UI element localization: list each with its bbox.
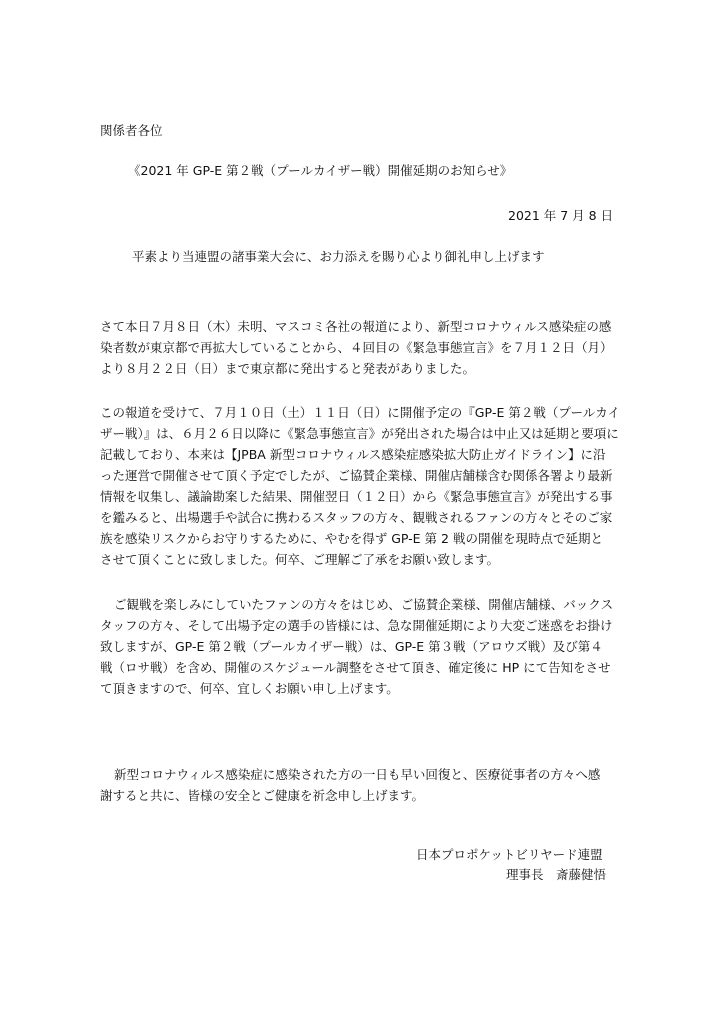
paragraph-line: さて本日７月８日（木）未明、マスコミ各社の報道により、新型コロナウィルス感染症の感	[100, 319, 612, 334]
paragraph-line: 致しますが、GP-E 第２戦（プールカイザー戦）は、GP-E 第３戦（アロウズ戦）及び第４	[100, 639, 603, 654]
paragraph-line: て頂きますので、何卒、宜しくお願い申し上げます。	[100, 681, 399, 696]
signature-organization: 日本プロポケットビリヤード連盟	[416, 847, 603, 862]
letter-title: 《2021 年 GP-E 第２戦（プールカイザー戦）開催延期のお知らせ》	[128, 163, 513, 178]
signature-person: 理事長 斎藤健悟	[506, 867, 607, 882]
paragraph-line: 新型コロナウィルス感染症に感染された方の一日も早い回復と、医療従事者の方々へ感	[114, 767, 601, 782]
paragraph-line: 染者数が東京都で再拡大していることから、４回目の《緊急事態宣言》を７月１２日（月）	[100, 340, 613, 355]
paragraph-line: った運営で開催させて頂く予定でしたが、ご協賛企業様、開催店舗様含む関係各署より最新	[100, 468, 613, 483]
paragraph-line: させて頂くことに致しました。何卒、ご理解ご了承をお願い致します。	[100, 552, 500, 567]
paragraph-line: 情報を収集し、議論勘案した結果、開催翌日（１２日）から《緊急事態宣言》が発出する事	[100, 489, 613, 504]
paragraph-line: を鑑みると、出場選手や試合に携わるスタッフの方々、観戦されるファンの方々とそのご家	[100, 510, 613, 525]
greeting-line: 平素より当連盟の諸事業大会に、お力添えを賜り心より御礼申し上げます	[132, 249, 545, 264]
letter-date: 2021 年 7 月 8 日	[508, 208, 614, 223]
paragraph-line: この報道を受けて、７月１０日（土）１１日（日）に開催予定の『GP‐E 第２戦（プールカイ	[100, 405, 620, 420]
paragraph-line: より８月２２日（日）まで東京都に発出すると発表がありました。	[100, 361, 476, 376]
addressee: 関係者各位	[100, 123, 163, 138]
paragraph-line: 謝すると共に、皆様の安全とご健康を祈念申し上げます。	[100, 788, 425, 803]
paragraph-line: 記載しており、本来は【JPBA 新型コロナウィルス感染症感染拡大防止ガイドライン】に沿	[100, 447, 606, 462]
paragraph-line: 戦（ロサ戦）を含め、開催のスケジュール調整をさせて頂き、確定後に HP にて告知をさせ	[100, 660, 611, 675]
paragraph-line: タッフの方々、そして出場予定の選手の皆様には、急な開催延期により大変ご迷惑をお掛け	[100, 618, 613, 633]
paragraph-line: ご観戦を楽しみにしていたファンの方々をはじめ、ご協賛企業様、開催店舗様、バックス	[114, 597, 614, 612]
paragraph-line: ザー戦）』は、６月２６日以降に《緊急事態宣言》が発出された場合は中止又は延期と要項に	[100, 426, 619, 441]
paragraph-line: 族を感染リスクからお守りするために、やむを得ず GP-E 第 2 戦の開催を現時点で延期と	[100, 531, 603, 546]
